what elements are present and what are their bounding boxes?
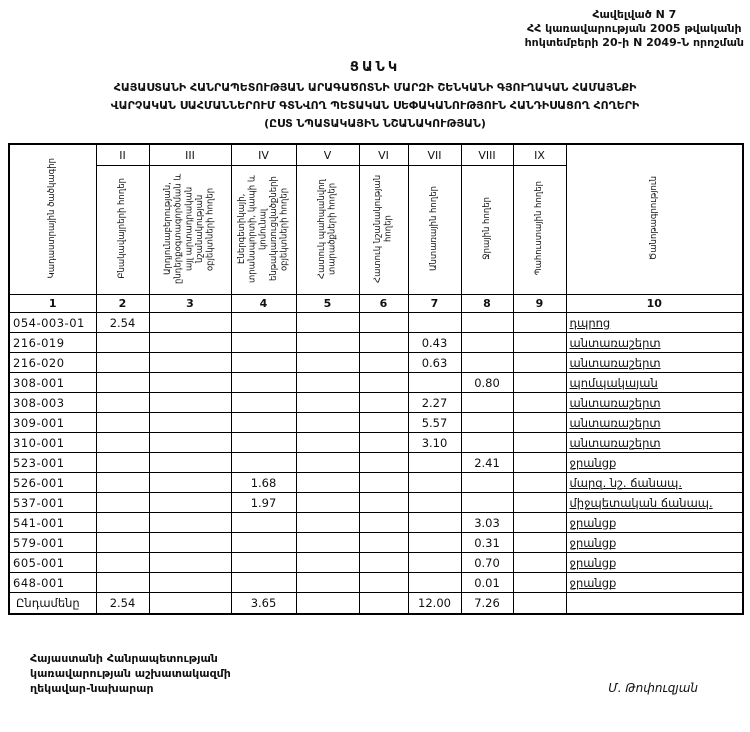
area-value-cell (96, 573, 149, 593)
area-value-cell: 0.63 (408, 353, 461, 373)
cadastral-code-cell: 648-001 (9, 573, 96, 593)
table-row (9, 473, 743, 493)
area-value-cell (96, 333, 149, 353)
area-value-cell (96, 513, 149, 533)
column-header-rotated (408, 166, 461, 295)
column-header-rotated (359, 166, 408, 295)
area-value-cell (149, 553, 231, 573)
subtitle-line-1: ՀԱՅԱՍՏԱՆԻ ՀԱՆՐԱՊԵՏՈՒԹՅԱՆ ԱՐԱԳԱԾՈՏՆԻ ՄԱՐԶԻ ՇԵՆԿԱՆԻ ԳՅՈՒՂԱԿԱՆ ՀԱՄԱՅՆՔԻ (113, 81, 637, 94)
area-value-cell (149, 353, 231, 373)
column-header-rotated-label: Հատուկ նշանակության հողեր (372, 174, 394, 283)
area-value-cell: 2.54 (96, 313, 149, 333)
column-number-row (9, 295, 743, 313)
area-value-cell (513, 473, 566, 493)
remark-text: անտառաշերտ (569, 415, 661, 430)
area-value-cell (296, 393, 359, 413)
area-value-cell (513, 333, 566, 353)
area-value-cell (296, 413, 359, 433)
area-value-cell (296, 373, 359, 393)
area-value-cell: 2.54 (96, 593, 149, 615)
area-value-cell (408, 373, 461, 393)
area-value-cell (359, 493, 408, 513)
col-header-cadastral-code-label: Կադաստրային ծածկագիր (47, 157, 58, 279)
area-value-cell (513, 513, 566, 533)
column-header-rotated-label: Արդյունաբերության, ընդերքօգտագործման և այլ արտադրական նշանակության օբյեկտների հողեր (163, 173, 216, 284)
area-value-cell (461, 433, 513, 453)
area-value-cell (96, 433, 149, 453)
area-value-cell (513, 593, 566, 615)
area-value-cell (149, 413, 231, 433)
col-header-remarks-label: Ծանոթագրություն (648, 175, 659, 261)
remark-cell (566, 473, 743, 493)
area-value-cell (96, 533, 149, 553)
area-value-cell (513, 493, 566, 513)
column-header-rotated (296, 166, 359, 295)
area-value-cell (513, 413, 566, 433)
area-value-cell (231, 533, 296, 553)
area-value-cell (231, 373, 296, 393)
area-value-cell (296, 453, 359, 473)
area-value-cell (461, 493, 513, 513)
remark-cell (566, 433, 743, 453)
footer (30, 651, 698, 696)
area-value-cell (461, 353, 513, 373)
area-value-cell: 0.31 (461, 533, 513, 553)
document-page (0, 8, 750, 732)
remark-text: դպրոց (569, 315, 611, 330)
remark-text: ջրանցք (569, 515, 617, 530)
area-value-cell (96, 553, 149, 573)
remark-cell (566, 573, 743, 593)
area-value-cell (96, 353, 149, 373)
area-value-cell (231, 433, 296, 453)
area-value-cell (296, 473, 359, 493)
remark-text: անտառաշերտ (569, 355, 661, 370)
area-value-cell (359, 373, 408, 393)
column-header-rotated-label: Անտառային հողեր (429, 186, 440, 271)
remark-cell (566, 513, 743, 533)
column-header-rotated-label: Ջրային հողեր (481, 197, 492, 260)
area-value-cell (359, 393, 408, 413)
table-row (9, 433, 743, 453)
footer-line-2: կառավարության աշխատակազմի (30, 667, 231, 680)
document-heading: ՑԱՆԿ (349, 60, 401, 75)
area-value-cell (149, 433, 231, 453)
area-value-cell: 3.03 (461, 513, 513, 533)
remark-text: ջրանցք (569, 575, 617, 590)
remark-cell (566, 593, 743, 615)
cadastral-code-cell: 308-003 (9, 393, 96, 413)
column-header-rotated-label: Բնակավայրերի հողեր (117, 178, 128, 279)
area-value-cell (513, 453, 566, 473)
area-value-cell (231, 333, 296, 353)
table-body (9, 313, 743, 615)
remark-text: ջրանցք (569, 535, 617, 550)
area-value-cell (149, 373, 231, 393)
area-value-cell (359, 313, 408, 333)
cadastral-code-cell: 541-001 (9, 513, 96, 533)
remark-cell (566, 493, 743, 513)
area-value-cell: 2.27 (408, 393, 461, 413)
annex-line-3: հոկտեմբերի 20-ի N 2049-Ն որոշման (524, 36, 744, 49)
area-value-cell (461, 333, 513, 353)
area-value-cell (408, 493, 461, 513)
remark-cell (566, 353, 743, 373)
column-header-rotated-label: Էներգետիկայի, տրանսպորտի, կապի և կոմունալ ենթակառուցվածքների օբյեկտների հողեր (236, 174, 290, 283)
table-row (9, 313, 743, 333)
area-value-cell (359, 593, 408, 615)
area-value-cell (149, 333, 231, 353)
area-value-cell (149, 393, 231, 413)
area-value-cell (513, 533, 566, 553)
table-row (9, 373, 743, 393)
area-value-cell (149, 513, 231, 533)
remark-text: անտառաշերտ (569, 395, 661, 410)
area-value-cell (461, 473, 513, 493)
area-value-cell (296, 513, 359, 533)
column-header-rotated (149, 166, 231, 295)
header-row-1 (9, 144, 743, 166)
table-row (9, 353, 743, 373)
cadastral-code-cell: 054-003-01 (9, 313, 96, 333)
area-value-cell (513, 313, 566, 333)
table-row (9, 533, 743, 553)
area-value-cell (231, 413, 296, 433)
signature-name: Մ. Թոփուզյան (608, 681, 698, 695)
area-value-cell (513, 433, 566, 453)
table-row (9, 413, 743, 433)
cadastral-code-cell: 310-001 (9, 433, 96, 453)
area-value-cell (149, 593, 231, 615)
area-value-cell (461, 313, 513, 333)
area-value-cell (359, 553, 408, 573)
area-value-cell (513, 393, 566, 413)
table-row (9, 513, 743, 533)
document-subtitle (0, 79, 750, 133)
area-value-cell (359, 473, 408, 493)
area-value-cell (296, 353, 359, 373)
column-roman-numeral: V (296, 144, 359, 166)
column-roman-numeral: IV (231, 144, 296, 166)
area-value-cell (408, 473, 461, 493)
table-row (9, 553, 743, 573)
remark-text: մարզ. նշ. ճանապ. (569, 475, 683, 490)
area-value-cell (513, 573, 566, 593)
area-value-cell: 7.26 (461, 593, 513, 615)
cadastral-code-cell: 216-019 (9, 333, 96, 353)
area-value-cell (296, 533, 359, 553)
area-value-cell: 0.01 (461, 573, 513, 593)
table-row (9, 573, 743, 593)
remark-cell (566, 553, 743, 573)
subtitle-line-2: ՎԱՐՉԱԿԱՆ ՍԱՀՄԱՆՆԵՐՈՒՄ ԳՏՆՎՈՂ ՊԵՏԱԿԱՆ ՍԵՓԱԿԱՆՈՒԹՅՈՒՆ ՀԱՆԴԻՍԱՑՈՂ ՀՈՂԵՐԻ (110, 99, 640, 112)
area-value-cell (513, 553, 566, 573)
remark-text: անտառաշերտ (569, 435, 661, 450)
area-value-cell (231, 353, 296, 373)
remark-cell (566, 333, 743, 353)
remark-cell (566, 413, 743, 433)
area-value-cell (296, 553, 359, 573)
area-value-cell: 3.10 (408, 433, 461, 453)
remark-cell (566, 373, 743, 393)
column-header-rotated (96, 166, 149, 295)
remark-text: պոմպակայան (569, 375, 658, 390)
annex-reference (525, 8, 744, 50)
area-value-cell (149, 453, 231, 473)
column-roman-numeral: VII (408, 144, 461, 166)
table-row (9, 453, 743, 473)
area-value-cell (408, 533, 461, 553)
area-value-cell (231, 453, 296, 473)
area-value-cell (296, 573, 359, 593)
area-value-cell (149, 573, 231, 593)
area-value-cell (296, 593, 359, 615)
column-header-rotated (513, 166, 566, 295)
remark-cell (566, 533, 743, 553)
column-header-rotated (231, 166, 296, 295)
cadastral-code-cell: 537-001 (9, 493, 96, 513)
area-value-cell (359, 453, 408, 473)
area-value-cell (231, 573, 296, 593)
area-value-cell (408, 513, 461, 533)
remark-text: միջպետական ճանապ. (569, 495, 713, 510)
area-value-cell (408, 313, 461, 333)
column-number: 2 (96, 295, 149, 313)
column-header-rotated-label: Հատուկ պահպանվող տարածքների հողեր (316, 178, 338, 279)
column-number: 10 (566, 295, 743, 313)
column-number: 5 (296, 295, 359, 313)
cadastral-code-cell: 309-001 (9, 413, 96, 433)
footer-authority (30, 651, 231, 696)
area-value-cell (96, 393, 149, 413)
area-value-cell: 0.80 (461, 373, 513, 393)
footer-line-3: ղեկավար-նախարար (30, 682, 154, 695)
area-value-cell (513, 373, 566, 393)
area-value-cell (96, 473, 149, 493)
area-value-cell (408, 553, 461, 573)
remark-cell (566, 393, 743, 413)
remark-text: ջրանցք (569, 555, 617, 570)
area-value-cell: 12.00 (408, 593, 461, 615)
column-roman-numeral: II (96, 144, 149, 166)
column-number: 6 (359, 295, 408, 313)
area-value-cell (231, 553, 296, 573)
column-roman-numeral: VIII (461, 144, 513, 166)
column-number: 4 (231, 295, 296, 313)
area-value-cell (96, 413, 149, 433)
area-value-cell (96, 453, 149, 473)
column-roman-numeral: VI (359, 144, 408, 166)
table-row (9, 333, 743, 353)
area-value-cell (513, 353, 566, 373)
column-roman-numeral: III (149, 144, 231, 166)
area-value-cell (231, 513, 296, 533)
area-value-cell: 3.65 (231, 593, 296, 615)
area-value-cell (149, 473, 231, 493)
area-value-cell: 1.97 (231, 493, 296, 513)
area-value-cell (149, 493, 231, 513)
remark-text: ջրանցք (569, 455, 617, 470)
column-number: 7 (408, 295, 461, 313)
column-number: 8 (461, 295, 513, 313)
column-header-rotated (461, 166, 513, 295)
area-value-cell (359, 413, 408, 433)
area-value-cell (149, 313, 231, 333)
area-value-cell: 1.68 (231, 473, 296, 493)
cadastral-code-cell: 526-001 (9, 473, 96, 493)
subtitle-line-3: (ԸՍՏ ՆՊԱՏԱԿԱՅԻՆ ՆՇԱՆԱԿՈՒԹՅԱՆ) (264, 117, 486, 130)
area-value-cell: 5.57 (408, 413, 461, 433)
table-row (9, 493, 743, 513)
area-value-cell (231, 313, 296, 333)
col-header-remarks (566, 144, 743, 295)
area-value-cell (359, 353, 408, 373)
column-roman-numeral: IX (513, 144, 566, 166)
cadastral-code-cell: 216-020 (9, 353, 96, 373)
column-header-rotated-label: Պահուստային հողեր (534, 181, 545, 276)
area-value-cell (96, 373, 149, 393)
area-value-cell (149, 533, 231, 553)
footer-line-1: Հայաստանի Հանրապետության (30, 652, 218, 665)
cadastral-code-cell: 579-001 (9, 533, 96, 553)
land-parcels-table (8, 143, 744, 615)
area-value-cell (96, 493, 149, 513)
cadastral-code-cell: 308-001 (9, 373, 96, 393)
area-value-cell (359, 533, 408, 553)
column-number: 9 (513, 295, 566, 313)
area-value-cell (408, 573, 461, 593)
totals-row (9, 593, 743, 615)
column-number: 3 (149, 295, 231, 313)
table-row (9, 393, 743, 413)
column-number: 1 (9, 295, 96, 313)
area-value-cell (296, 313, 359, 333)
totals-label-cell: Ընդամենը (9, 593, 96, 615)
remark-cell (566, 453, 743, 473)
area-value-cell (461, 393, 513, 413)
area-value-cell (359, 513, 408, 533)
annex-line-2: ՀՀ կառավարության 2005 թվականի (527, 22, 742, 35)
remark-cell (566, 313, 743, 333)
area-value-cell (296, 333, 359, 353)
area-value-cell: 0.43 (408, 333, 461, 353)
cadastral-code-cell: 523-001 (9, 453, 96, 473)
area-value-cell (461, 413, 513, 433)
col-header-cadastral-code (9, 144, 96, 295)
area-value-cell (359, 433, 408, 453)
area-value-cell (408, 453, 461, 473)
annex-line-1: Հավելված N 7 (592, 8, 677, 21)
area-value-cell (359, 573, 408, 593)
area-value-cell: 2.41 (461, 453, 513, 473)
remark-text: անտառաշերտ (569, 335, 661, 350)
area-value-cell (231, 393, 296, 413)
area-value-cell: 0.70 (461, 553, 513, 573)
cadastral-code-cell: 605-001 (9, 553, 96, 573)
area-value-cell (359, 333, 408, 353)
area-value-cell (296, 493, 359, 513)
area-value-cell (296, 433, 359, 453)
